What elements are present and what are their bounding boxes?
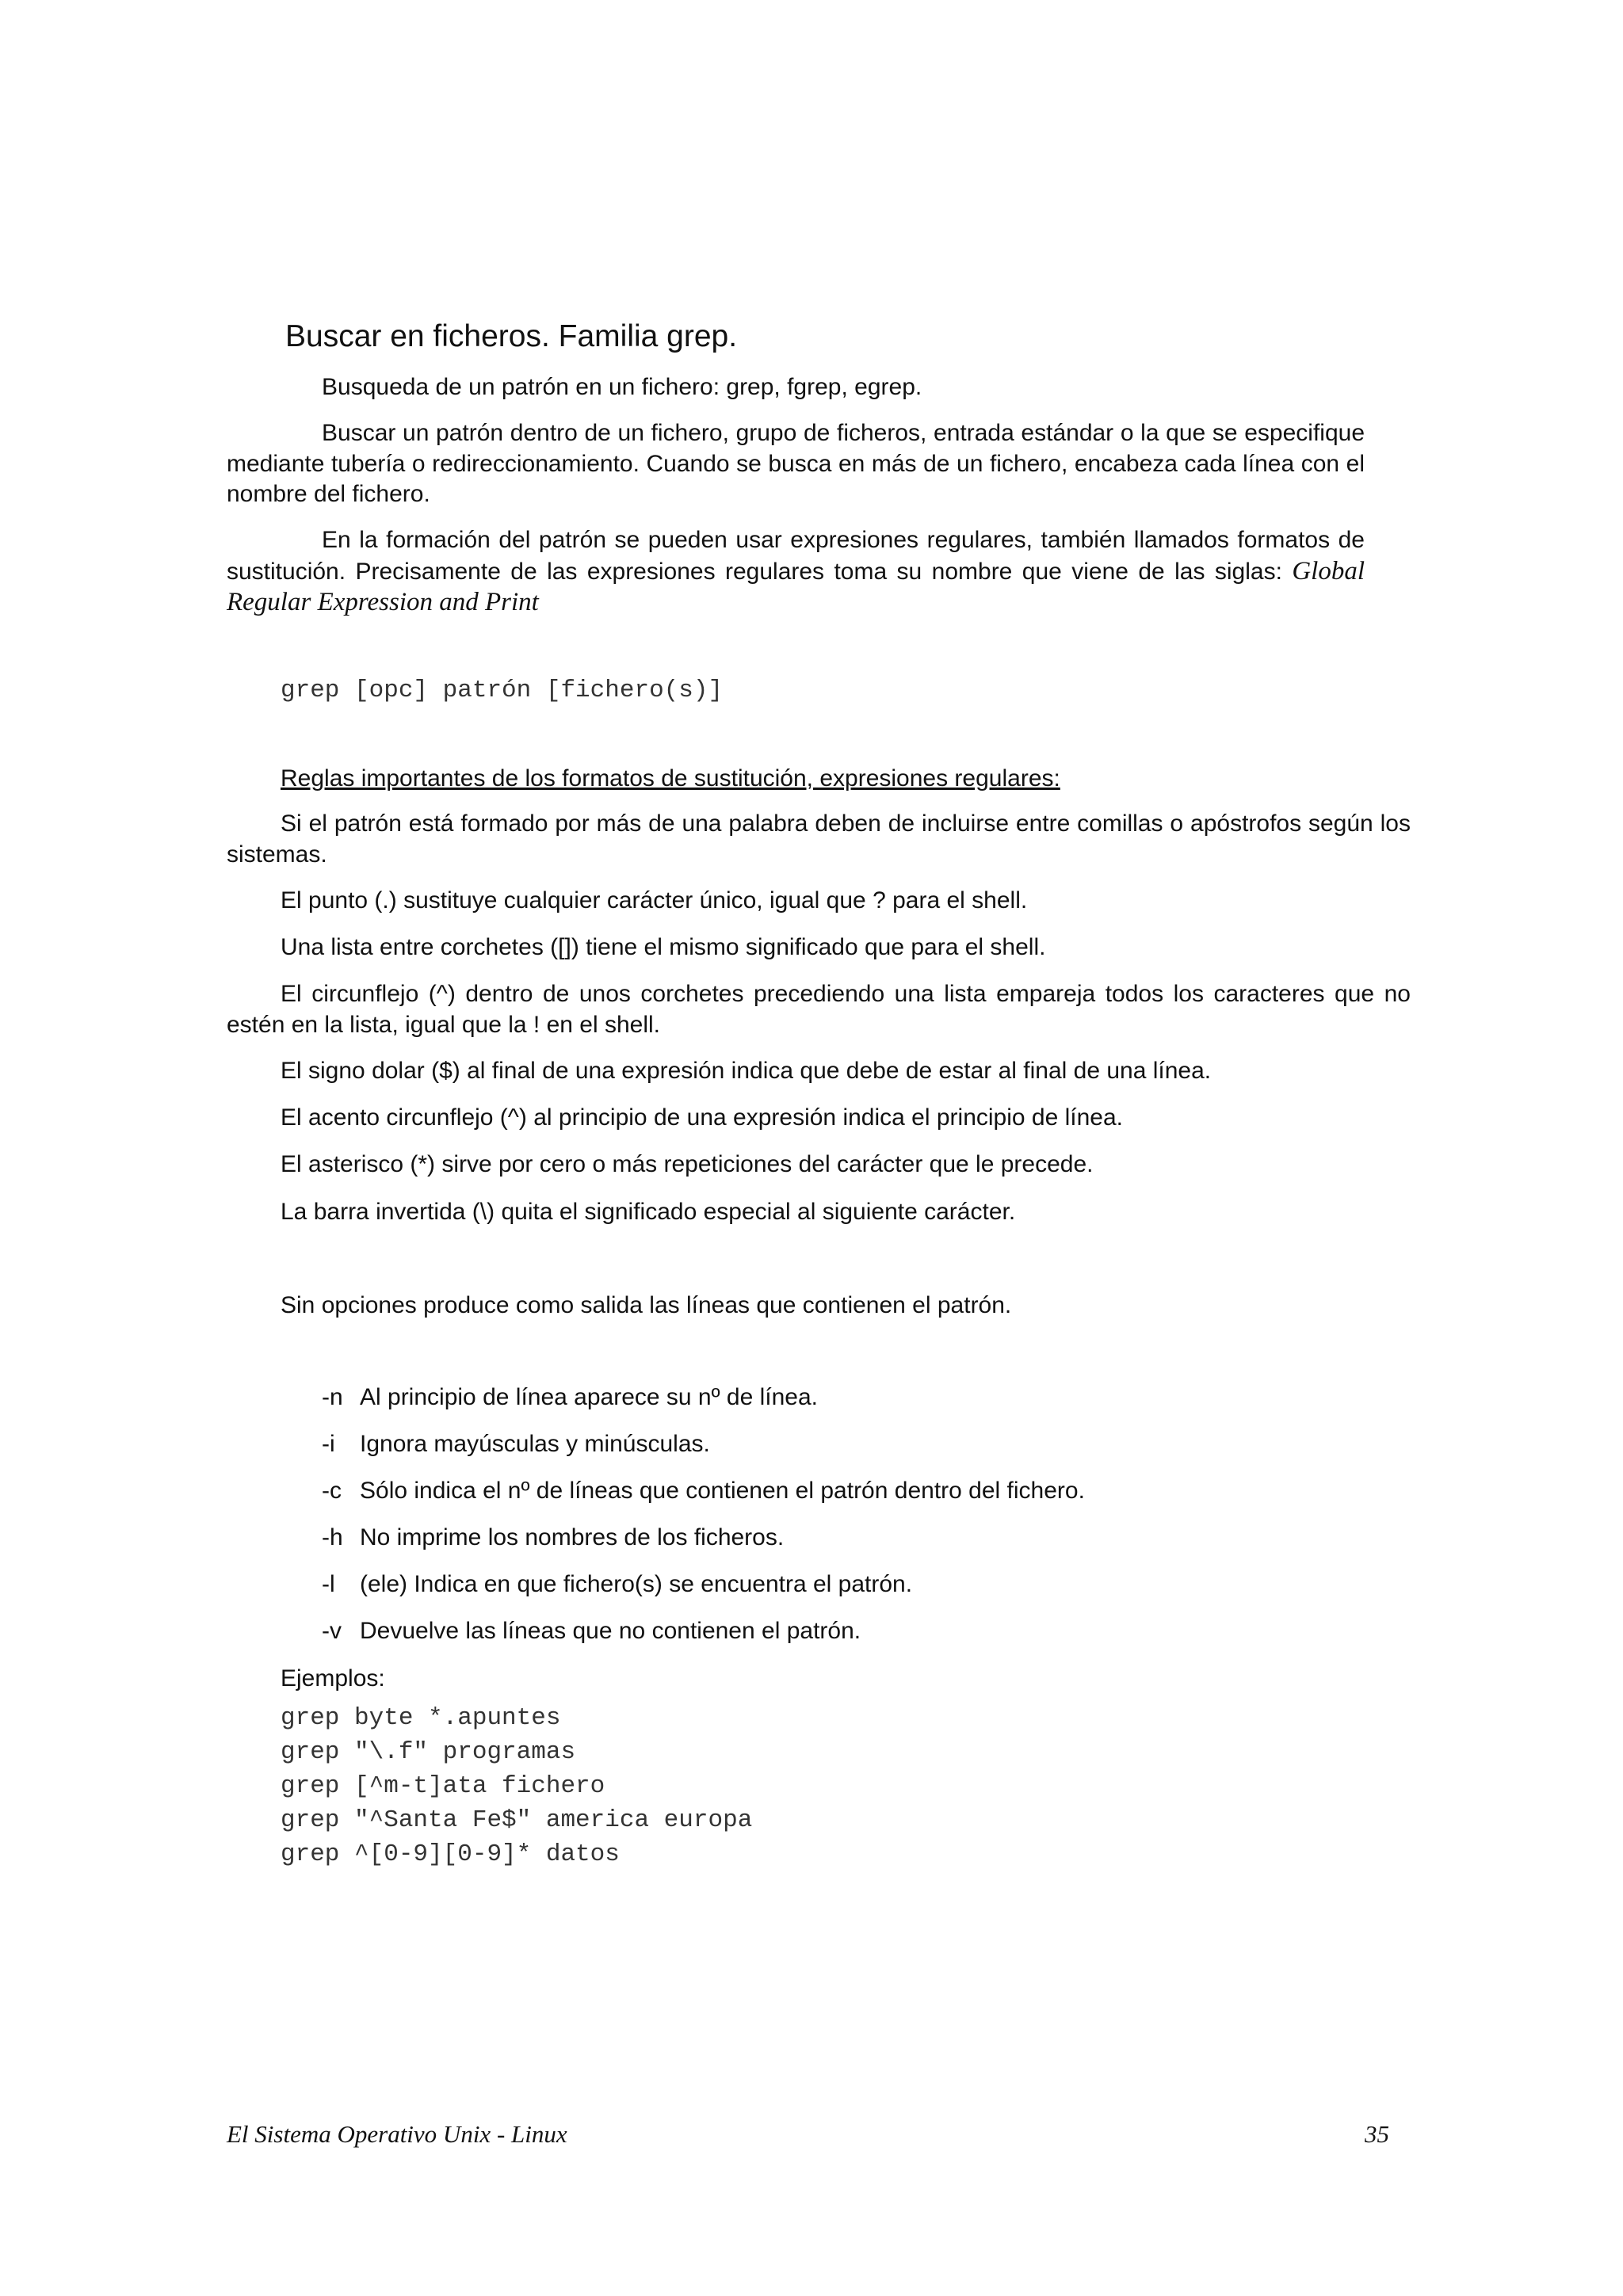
rule-item: La barra invertida (\) quita el significado especial al siguiente carácter. <box>281 1199 1016 1225</box>
example-command: grep ^[0-9][0-9]* datos <box>281 1840 620 1868</box>
option-flag: -c <box>322 1478 342 1504</box>
option-description: (ele) Indica en que fichero(s) se encuentra el patrón. <box>360 1571 913 1597</box>
example-command: grep "\.f" programas <box>281 1738 576 1766</box>
rule-item: Una lista entre corchetes ([]) tiene el mismo significado que para el shell. <box>281 934 1046 960</box>
option-flag: -l <box>322 1571 335 1597</box>
option-description: No imprime los nombres de los ficheros. <box>360 1524 785 1550</box>
command-synopsis: grep [opc] patrón [fichero(s)] <box>281 677 724 704</box>
rule-item: El asterisco (*) sirve por cero o más repeticiones del carácter que le precede. <box>281 1151 1094 1177</box>
paragraph-text: En la formación del patrón se pueden usar expresiones regulares, también llamados formatos de sustitución. Precisamente de las expresiones regulares toma su nombre que viene de las siglas: <box>227 527 1365 585</box>
rule-item: El signo dolar ($) al final de una expresión indica que debe de estar al final de una línea. <box>281 1058 1212 1084</box>
rule-item: El acento circunflejo (^) al principio de una expresión indica el principio de línea. <box>281 1104 1124 1131</box>
option-description: Devuelve las líneas que no contienen el patrón. <box>360 1618 861 1644</box>
paragraph-text: Buscar un patrón dentro de un fichero, grupo de ficheros, entrada estándar o la que se especifique mediante tubería o redireccionamiento. Cuando se busca en más de un fichero, encabeza cada línea con el nombre del fichero. <box>227 420 1365 507</box>
example-command: grep [^m-t]ata fichero <box>281 1772 605 1800</box>
section-subheading: Busqueda de un patrón en un fichero: grep, fgrep, egrep. <box>322 374 922 400</box>
acronym-expansion: Global Regular Expression and Print <box>227 556 1365 616</box>
no-options-text: Sin opciones produce como salida las líneas que contienen el patrón. <box>281 1292 1012 1318</box>
rule-item: Si el patrón está formado por más de una palabra deben de incluirse entre comillas o apóstrofos según los sistemas. <box>227 810 1411 868</box>
example-command: grep "^Santa Fe$" america europa <box>281 1806 753 1834</box>
option-description: Sólo indica el nº de líneas que contienen el patrón dentro del fichero. <box>360 1478 1085 1504</box>
rules-title: Reglas importantes de los formatos de sustitución, expresiones regulares: <box>281 765 1060 791</box>
example-command: grep byte *.apuntes <box>281 1704 561 1732</box>
section-heading: Buscar en ficheros. Familia grep. <box>285 319 738 353</box>
paragraph-regex <box>227 525 1365 619</box>
option-flag: -i <box>322 1431 335 1457</box>
option-flag: -v <box>322 1618 342 1644</box>
examples-code-block <box>281 1701 752 1871</box>
option-flag: -h <box>322 1524 343 1550</box>
page-number: 35 <box>1365 2120 1389 2148</box>
rule-item: El punto (.) sustituye cualquier carácter único, igual que ? para el shell. <box>281 887 1028 913</box>
examples-label: Ejemplos: <box>281 1665 385 1691</box>
option-description: Al principio de línea aparece su nº de línea. <box>360 1384 818 1410</box>
option-description: Ignora mayúsculas y minúsculas. <box>360 1431 710 1457</box>
footer-title: El Sistema Operativo Unix - Linux <box>227 2120 567 2148</box>
option-flag: -n <box>322 1384 343 1410</box>
paragraph-description <box>227 418 1365 510</box>
rule-item: El circunflejo (^) dentro de unos corchetes precediendo una lista empareja todos los caracteres que no estén en la lista, igual que la ! en el shell. <box>227 981 1411 1038</box>
